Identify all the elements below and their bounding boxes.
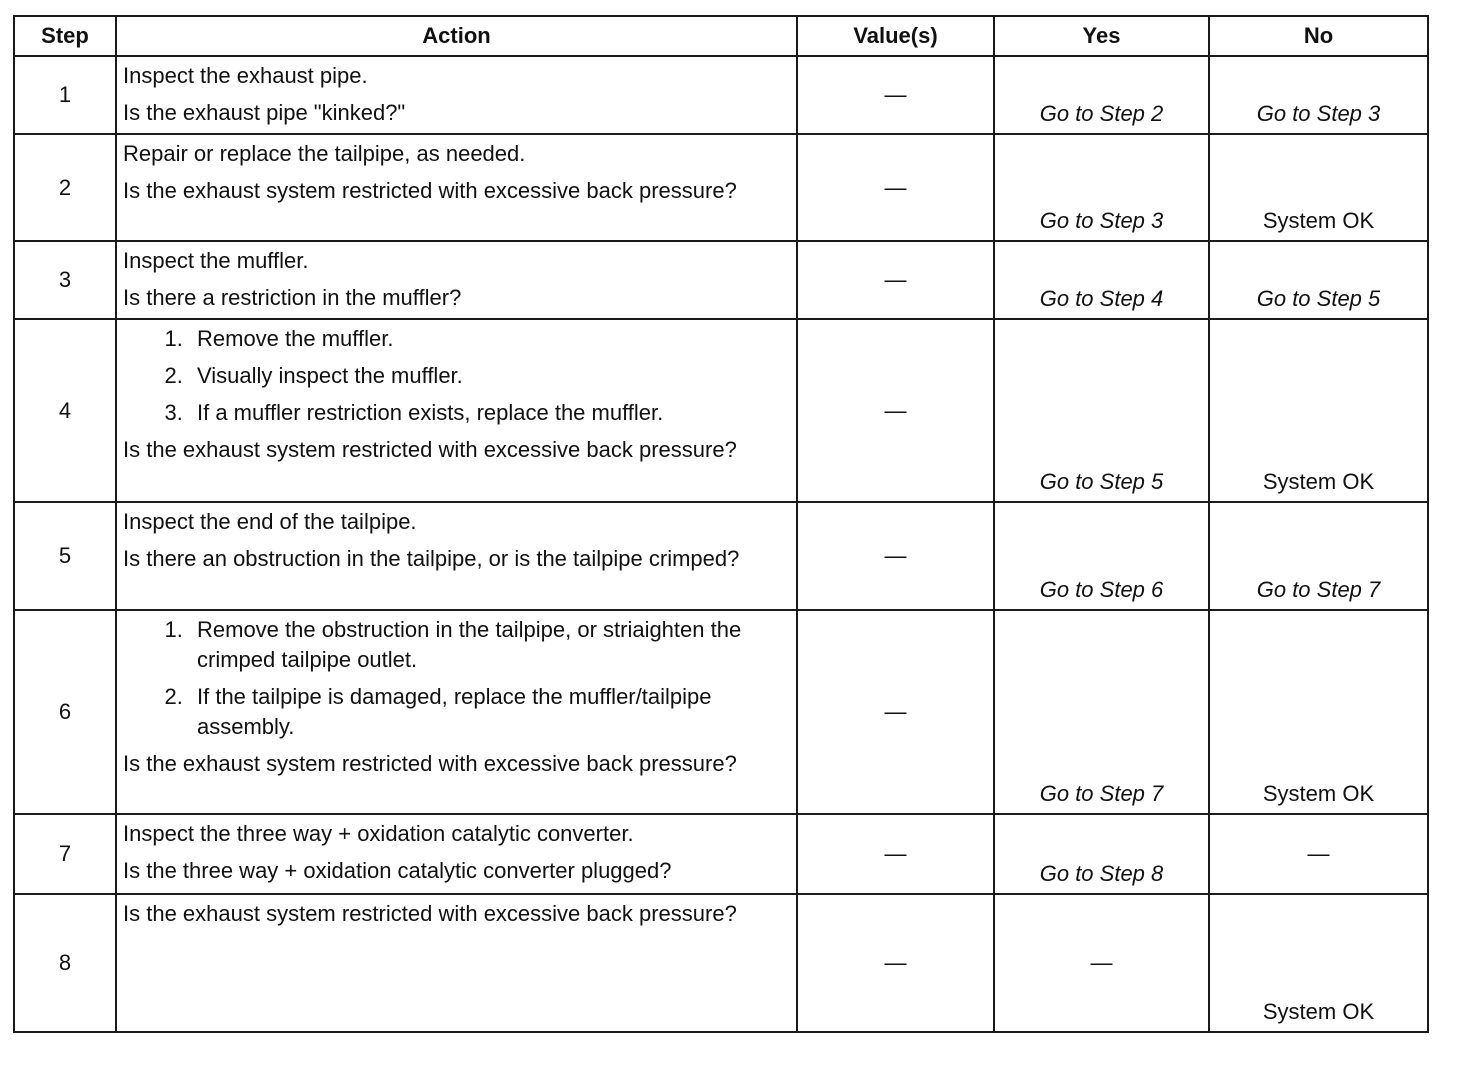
value-cell: — [797, 241, 994, 319]
substep-item: 2. Visually inspect the muffler. [189, 361, 790, 391]
value-cell: — [797, 319, 994, 502]
yes-cell: Go to Step 8 [994, 814, 1209, 894]
action-cell [116, 56, 797, 134]
step-number: 2 [14, 134, 116, 241]
action-question: Is the exhaust system restricted with excessive back pressure? [123, 751, 737, 776]
value-cell: — [797, 814, 994, 894]
action-question: Is the three way + oxidation catalytic converter plugged? [123, 858, 672, 883]
yes-cell: Go to Step 6 [994, 502, 1209, 610]
action-question: Is the exhaust pipe "kinked?" [123, 100, 406, 125]
action-instruction: Inspect the exhaust pipe. [123, 63, 368, 88]
yes-cell: Go to Step 4 [994, 241, 1209, 319]
table-row [14, 319, 1428, 502]
yes-cell: Go to Step 3 [994, 134, 1209, 241]
action-question: Is there an obstruction in the tailpipe, or is the tailpipe crimped? [123, 546, 740, 571]
header-step: Step [14, 16, 116, 56]
header-yes: Yes [994, 16, 1209, 56]
yes-cell: Go to Step 2 [994, 56, 1209, 134]
no-cell: System OK [1209, 894, 1428, 1032]
action-cell [116, 502, 797, 610]
action-question: Is the exhaust system restricted with excessive back pressure? [123, 437, 737, 462]
action-instruction: Inspect the three way + oxidation catalytic converter. [123, 821, 634, 846]
step-number: 1 [14, 56, 116, 134]
action-cell [116, 894, 797, 1032]
yes-cell: Go to Step 5 [994, 319, 1209, 502]
value-cell: — [797, 610, 994, 814]
substep-list [123, 324, 790, 428]
action-cell [116, 241, 797, 319]
no-cell: Go to Step 5 [1209, 241, 1428, 319]
action-question: Is the exhaust system restricted with excessive back pressure? [123, 901, 737, 926]
header-action: Action [116, 16, 797, 56]
table-row [14, 134, 1428, 241]
table-row [14, 56, 1428, 134]
step-number: 3 [14, 241, 116, 319]
yes-cell: — [994, 894, 1209, 1032]
step-number: 4 [14, 319, 116, 502]
diagnostic-table [13, 15, 1429, 1033]
value-cell: — [797, 502, 994, 610]
no-cell: Go to Step 3 [1209, 56, 1428, 134]
action-cell [116, 319, 797, 502]
action-instruction: Inspect the end of the tailpipe. [123, 509, 417, 534]
action-question: Is there a restriction in the muffler? [123, 285, 462, 310]
value-cell: — [797, 134, 994, 241]
step-number: 5 [14, 502, 116, 610]
action-instruction: Repair or replace the tailpipe, as needed. [123, 141, 526, 166]
step-number: 7 [14, 814, 116, 894]
substep-list [123, 615, 790, 742]
table-row [14, 894, 1428, 1032]
substep-item: 3. If a muffler restriction exists, replace the muffler. [189, 398, 790, 428]
header-values: Value(s) [797, 16, 994, 56]
table-row [14, 814, 1428, 894]
action-instruction: Inspect the muffler. [123, 248, 309, 273]
value-cell: — [797, 56, 994, 134]
action-cell [116, 610, 797, 814]
value-cell: — [797, 894, 994, 1032]
action-cell [116, 814, 797, 894]
table-row [14, 610, 1428, 814]
substep-item: 1. Remove the obstruction in the tailpipe, or striaighten the crimped tailpipe outlet. [189, 615, 790, 675]
no-cell: System OK [1209, 134, 1428, 241]
no-cell: System OK [1209, 319, 1428, 502]
step-number: 6 [14, 610, 116, 814]
table-row [14, 502, 1428, 610]
yes-cell: Go to Step 7 [994, 610, 1209, 814]
no-cell: Go to Step 7 [1209, 502, 1428, 610]
step-number: 8 [14, 894, 116, 1032]
no-cell: — [1209, 814, 1428, 894]
action-cell [116, 134, 797, 241]
header-row [14, 16, 1428, 56]
substep-item: 2. If the tailpipe is damaged, replace the muffler/tailpipe assembly. [189, 682, 790, 742]
substep-item: 1. Remove the muffler. [189, 324, 790, 354]
action-question: Is the exhaust system restricted with excessive back pressure? [123, 178, 737, 203]
table-row [14, 241, 1428, 319]
no-cell: System OK [1209, 610, 1428, 814]
header-no: No [1209, 16, 1428, 56]
